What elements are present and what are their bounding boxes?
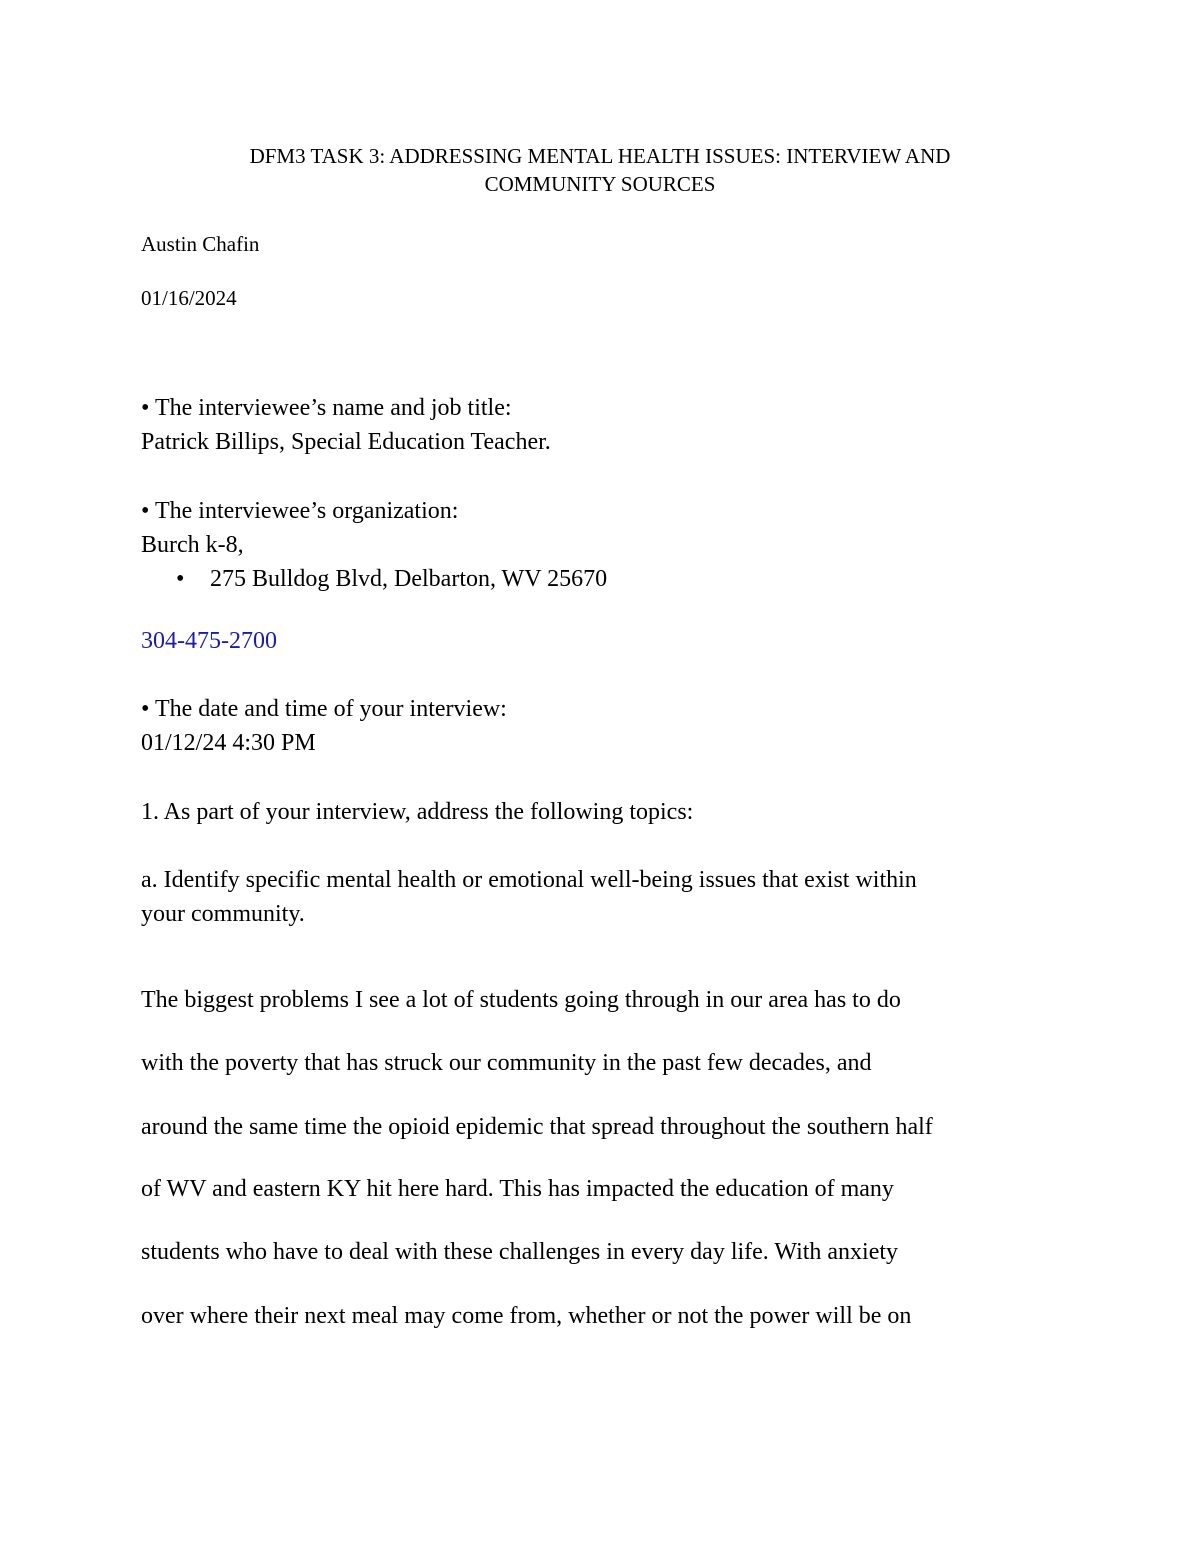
topic-a-line-2: your community. xyxy=(141,901,305,927)
answer-line: The biggest problems I see a lot of students going through in our area has to do xyxy=(141,987,901,1013)
document-title-line-1: DFM3 TASK 3: ADDRESSING MENTAL HEALTH ISSUES: INTERVIEW AND xyxy=(249,144,951,168)
topic-a-line-1: a. Identify specific mental health or emotional well-being issues that exist within xyxy=(141,867,917,893)
answer-line: with the poverty that has struck our community in the past few decades, and xyxy=(141,1050,872,1076)
answer-line: of WV and eastern KY hit here hard. This has impacted the education of many xyxy=(141,1176,894,1202)
organization-heading: • The interviewee’s organization: xyxy=(141,498,459,524)
answer-line: around the same time the opioid epidemic that spread throughout the southern half xyxy=(141,1114,933,1140)
interviewee-name-value: Patrick Billips, Special Education Teacher. xyxy=(141,429,551,455)
organization-phone-link[interactable]: 304-475-2700 xyxy=(141,628,277,654)
organization-address-item xyxy=(176,564,607,594)
author-name: Austin Chafin xyxy=(141,232,260,256)
bullet-icon: • xyxy=(176,566,185,592)
organization-name: Burch k-8, xyxy=(141,532,244,558)
answer-line: over where their next meal may come from, whether or not the power will be on xyxy=(141,1303,912,1329)
interview-datetime-heading: • The date and time of your interview: xyxy=(141,696,507,722)
interviewee-name-heading: • The interviewee’s name and job title: xyxy=(141,395,512,421)
answer-line: students who have to deal with these challenges in every day life. With anxiety xyxy=(141,1239,899,1265)
interview-datetime-value: 01/12/24 4:30 PM xyxy=(141,730,316,756)
document-date: 01/16/2024 xyxy=(141,286,237,310)
organization-address: 275 Bulldog Blvd, Delbarton, WV 25670 xyxy=(210,566,608,592)
document-title-line-2: COMMUNITY SOURCES xyxy=(484,172,716,196)
topics-heading: 1. As part of your interview, address the following topics: xyxy=(141,799,694,825)
